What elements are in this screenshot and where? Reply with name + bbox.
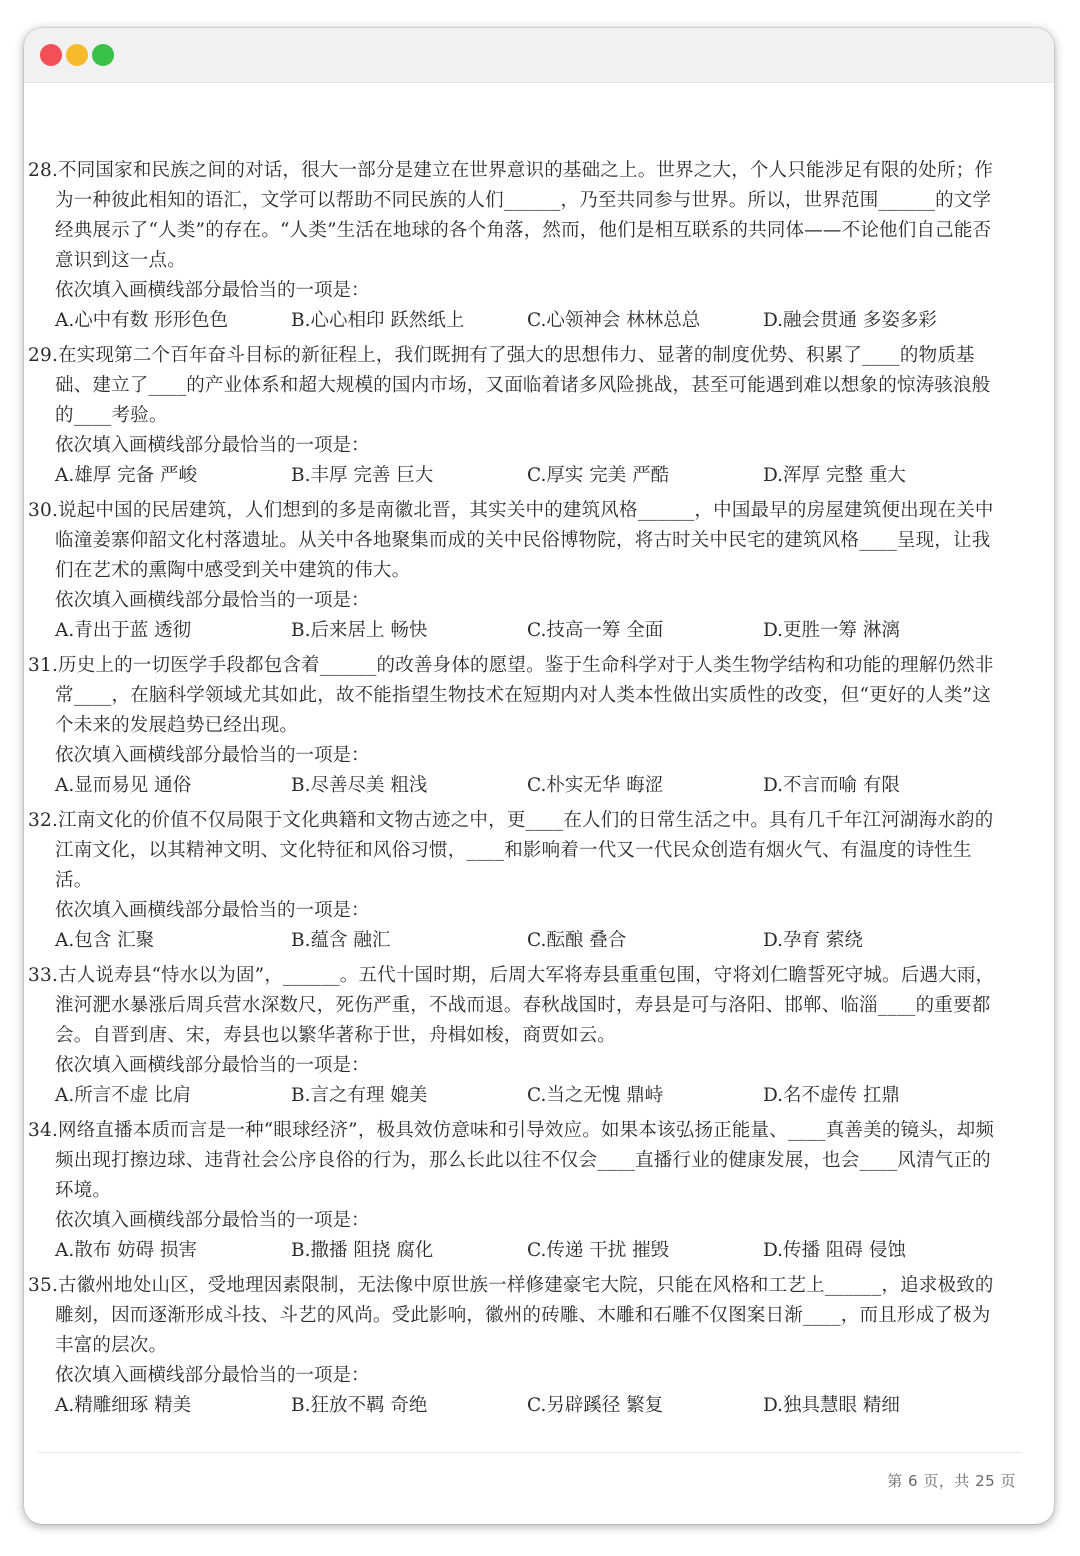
question-prompt: 依次填入画横线部分最恰当的一项是： [55, 590, 370, 611]
option-a: A.雄厚 完备 严峻 [55, 465, 198, 486]
question-28 [28, 156, 998, 336]
question-34 [28, 1116, 998, 1266]
option-b: B.狂放不羁 奇绝 [291, 1395, 428, 1416]
question-30 [28, 496, 998, 646]
option-list [28, 1236, 998, 1266]
document-window [24, 28, 1054, 1524]
option-b: B.丰厚 完善 巨大 [291, 465, 434, 486]
option-a: A.精雕细琢 精美 [55, 1395, 192, 1416]
option-b: B.撒播 阻挠 腐化 [291, 1240, 434, 1261]
question-32 [28, 806, 998, 956]
question-text: 30.说起中国的民居建筑，人们想到的多是南徽北晋，其实关中的建筑风格______，中国最早的房屋建筑便出现在关中临潼姜寨仰韶文化村落遗址。从关中各地聚集而成的关中民俗博物院，将古时关中民宅的建筑风格____呈现，让我们在艺术的熏陶中感受到关中建筑的伟大。 [28, 500, 994, 581]
question-text: 32.江南文化的价值不仅局限于文化典籍和文物古迹之中，更____在人们的日常生活之中。具有几千年江河湖海水韵的江南文化，以其精神文明、文化特征和风俗习惯，____和影响着一代又一代民众创造有烟火气、有温度的诗性生活。 [28, 810, 994, 891]
maximize-window-button[interactable] [92, 44, 114, 66]
question-prompt: 依次填入画横线部分最恰当的一项是： [55, 745, 370, 766]
option-list [28, 461, 998, 491]
page-number: 第 6 页，共 25 页 [887, 1472, 1016, 1490]
option-list [28, 926, 998, 956]
question-prompt: 依次填入画横线部分最恰当的一项是： [55, 900, 370, 921]
option-c: C.传递 干扰 摧毁 [527, 1240, 670, 1261]
option-list [28, 616, 998, 646]
option-b: B.尽善尽美 粗浅 [291, 775, 428, 796]
option-d: D.不言而喻 有限 [763, 775, 900, 796]
option-c: C.另辟蹊径 繁复 [527, 1395, 664, 1416]
question-text: 35.古徽州地处山区，受地理因素限制，无法像中原世族一样修建豪宅大院，只能在风格和工艺上______，追求极致的雕刻，因而逐渐形成斗技、斗艺的风尚。受此影响，徽州的砖雕、木雕和石雕不仅图案日渐____，而且形成了极为丰富的层次。 [28, 1275, 994, 1356]
option-c: C.心领神会 林林总总 [527, 310, 701, 331]
option-c: C.当之无愧 鼎峙 [527, 1085, 664, 1106]
option-b: B.心心相印 跃然纸上 [291, 310, 465, 331]
question-text: 28.不同国家和民族之间的对话，很大一部分是建立在世界意识的基础之上。世界之大，个人只能涉足有限的处所；作为一种彼此相知的语汇，文学可以帮助不同民族的人们______，乃至共同参与世界。所以，世界范围______的文学经典展示了“人类”的存在。“人类”生活在地球的各个角落，然而，他们是相互联系的共同体——不论他们自己能否意识到这一点。 [28, 160, 994, 271]
option-d: D.孕育 萦绕 [763, 930, 863, 951]
option-d: D.传播 阻碍 侵蚀 [763, 1240, 906, 1261]
option-list [28, 306, 998, 336]
option-b: B.后来居上 畅快 [291, 620, 428, 641]
close-window-button[interactable] [40, 44, 62, 66]
option-d: D.独具慧眼 精细 [763, 1395, 900, 1416]
option-c: C.技高一筹 全面 [527, 620, 664, 641]
question-prompt: 依次填入画横线部分最恰当的一项是： [55, 1210, 370, 1231]
option-c: C.厚实 完美 严酷 [527, 465, 670, 486]
question-prompt: 依次填入画横线部分最恰当的一项是： [55, 1365, 370, 1386]
option-d: D.名不虚传 扛鼎 [763, 1085, 900, 1106]
question-35 [28, 1271, 998, 1421]
minimize-window-button[interactable] [66, 44, 88, 66]
question-prompt: 依次填入画横线部分最恰当的一项是： [55, 280, 370, 301]
option-b: B.言之有理 媲美 [291, 1085, 428, 1106]
option-list [28, 1081, 998, 1111]
question-text: 29.在实现第二个百年奋斗目标的新征程上，我们既拥有了强大的思想伟力、显著的制度优势、积累了____的物质基础、建立了____的产业体系和超大规模的国内市场，又面临着诸多风险挑战，甚至可能遇到难以想象的惊涛骇浪般的____考验。 [28, 345, 991, 426]
option-a: A.青出于蓝 透彻 [55, 620, 192, 641]
option-list [28, 771, 998, 801]
option-a: A.包含 汇聚 [55, 930, 155, 951]
exam-page-content [28, 156, 998, 1426]
option-c: C.酝酿 叠合 [527, 930, 627, 951]
question-33 [28, 961, 998, 1111]
option-a: A.散布 妨碍 损害 [55, 1240, 198, 1261]
option-a: A.显而易见 通俗 [55, 775, 192, 796]
question-text: 34.网络直播本质而言是一种“眼球经济”，极具效仿意味和引导效应。如果本该弘扬正能量、____真善美的镜头，却频频出现打擦边球、违背社会公序良俗的行为，那么长此以往不仅会____直播行业的健康发展，也会____风清气正的环境。 [28, 1120, 995, 1201]
option-a: A.所言不虚 比肩 [55, 1085, 192, 1106]
option-a: A.心中有数 形形色色 [55, 310, 229, 331]
question-text: 31.历史上的一切医学手段都包含着______的改善身体的愿望。鉴于生命科学对于人类生物学结构和功能的理解仍然非常____，在脑科学领域尤其如此，故不能指望生物技术在短期内对人类本性做出实质性的改变，但“更好的人类”这个未来的发展趋势已经出现。 [28, 655, 994, 736]
footer-divider [36, 1452, 1022, 1453]
option-list [28, 1391, 998, 1421]
question-text: 33.古人说寿县“恃水以为固”，______。五代十国时期，后周大军将寿县重重包围，守将刘仁瞻誓死守城。后遇大雨，淮河淝水暴涨后周兵营水深数尺，死伤严重，不战而退。春秋战国时，寿县是可与洛阳、邯郸、临淄____的重要都会。自晋到唐、宋，寿县也以繁华著称于世，舟楫如梭，商贾如云。 [28, 965, 995, 1046]
window-titlebar [24, 28, 1054, 83]
option-d: D.浑厚 完整 重大 [763, 465, 906, 486]
question-prompt: 依次填入画横线部分最恰当的一项是： [55, 435, 370, 456]
option-d: D.融会贯通 多姿多彩 [763, 310, 937, 331]
option-d: D.更胜一筹 淋漓 [763, 620, 900, 641]
option-b: B.蕴含 融汇 [291, 930, 391, 951]
question-29 [28, 341, 998, 491]
option-c: C.朴实无华 晦涩 [527, 775, 664, 796]
question-prompt: 依次填入画横线部分最恰当的一项是： [55, 1055, 370, 1076]
question-31 [28, 651, 998, 801]
